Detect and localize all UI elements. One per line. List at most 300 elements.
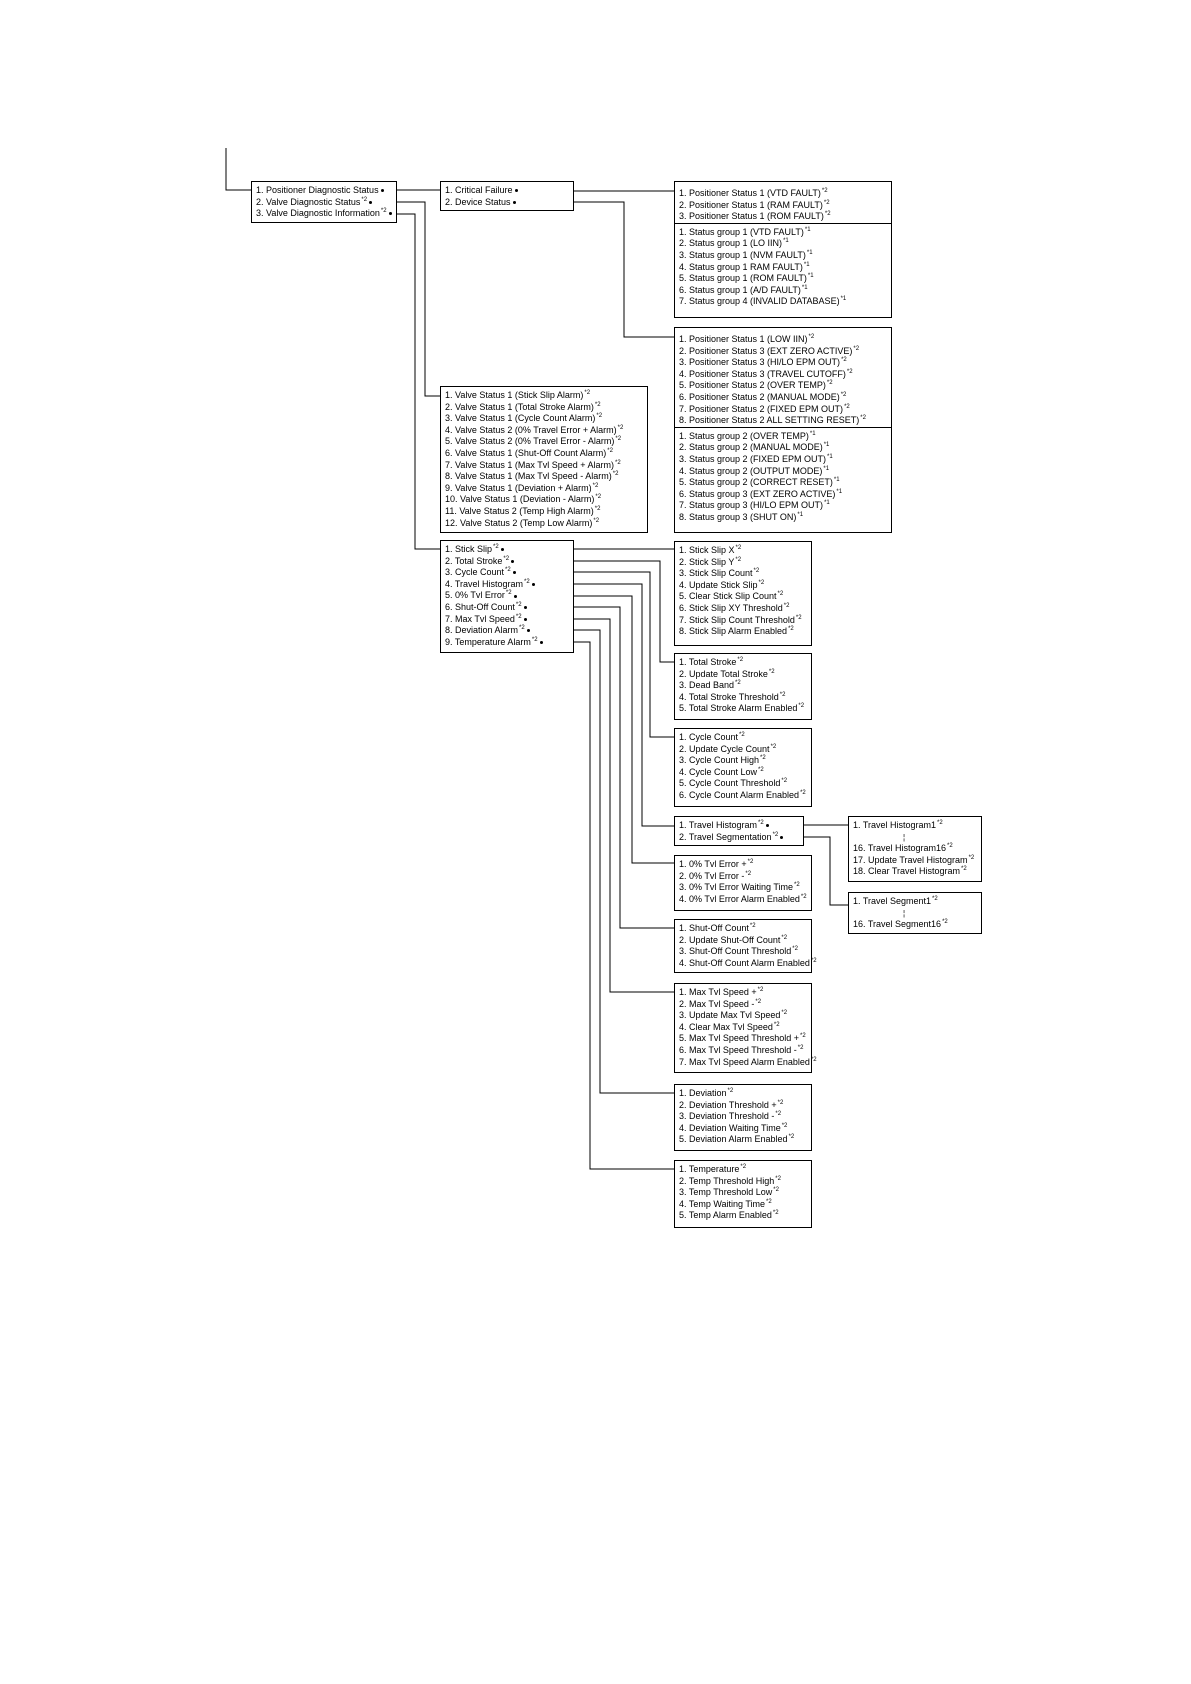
tvl-error-box (674, 855, 812, 911)
menu-item-label: 1. Status group 1 (VTD FAULT) (679, 226, 804, 237)
root-menu-box (251, 181, 397, 223)
menu-item-label: 6. Max Tvl Speed Threshold - (679, 1044, 797, 1055)
menu-item-valve-status-2-0-travel-error-alarm (445, 436, 643, 448)
menu-item-label: 1. Total Stroke (679, 657, 737, 667)
menu-item-deviation-threshold (679, 1111, 807, 1123)
menu-item-positioner-status-2-all-setting-reset (679, 415, 887, 427)
menu-item-label: 8. Valve Status 1 (Max Tvl Speed - Alarm) (445, 471, 612, 482)
footnote-mark: *2 (846, 368, 853, 375)
menu-item-total-stroke (679, 657, 807, 669)
menu-item-label: 5. Positioner Status 2 (OVER TEMP) (679, 380, 826, 391)
footnote-mark: *2 (775, 1175, 781, 1182)
menu-item-label: 3. 0% Tvl Error Waiting Time (679, 882, 794, 893)
menu-item-status-group-2-correct-reset (679, 477, 887, 489)
menu-item-label: 1. Status group 2 (OVER TEMP) (679, 430, 809, 441)
footnote-mark: *2 (758, 820, 764, 826)
menu-item-max-tvl-speed (679, 999, 807, 1011)
ellipsis-gap (853, 832, 977, 844)
footnote-mark: *1 (797, 511, 804, 518)
connector-dot-icon (515, 189, 518, 192)
connector-dot-icon (766, 824, 769, 827)
menu-item-valve-status-1-cycle-count-alarm (445, 413, 643, 425)
menu-item-travel-histogram (445, 579, 569, 591)
menu-item-max-tvl-speed-threshold (679, 1045, 807, 1057)
menu-item-positioner-status-1-vtd-fault (679, 188, 887, 200)
menu-item-status-group-2-output-mode (679, 466, 887, 478)
menu-item-max-tvl-speed-alarm-enabled (679, 1056, 817, 1069)
footnote-mark: *2 (810, 1056, 817, 1063)
footnote-mark: *1 (806, 249, 813, 256)
menu-item-update-max-tvl-speed (679, 1010, 807, 1022)
menu-item-label: 2. Max Tvl Speed - (679, 998, 755, 1009)
footnote-mark: *2 (800, 893, 807, 900)
menu-item-stick-slip-count (679, 568, 807, 580)
menu-item-label: 4. Clear Max Tvl Speed (679, 1021, 773, 1032)
menu-item-travel-histogram1 (853, 820, 977, 832)
total-stroke-box (674, 653, 812, 720)
menu-item-0-tvl-error (679, 859, 807, 871)
footnote-mark: *2 (768, 668, 775, 675)
temperature-box (674, 1160, 812, 1228)
menu-item-travel-histogram (679, 820, 799, 832)
menu-item-label: 6. Positioner Status 2 (MANUAL MODE) (679, 391, 840, 402)
menu-item-label: 5. Cycle Count Threshold (679, 778, 781, 789)
menu-item-label: 1. Critical Failure (445, 185, 513, 195)
stick-slip-box (674, 541, 812, 646)
footnote-mark: *1 (807, 273, 814, 280)
deviation-box (674, 1084, 812, 1151)
footnote-mark: *2 (758, 579, 765, 586)
menu-item-clear-travel-histogram (853, 866, 977, 878)
menu-item-label: 2. 0% Tvl Error - (679, 870, 745, 881)
menu-item-label: 6. Status group 3 (EXT ZERO ACTIVE) (679, 488, 836, 499)
footnote-mark: *2 (808, 334, 815, 340)
menu-item-label: 12. Valve Status 2 (Temp Low Alarm) (445, 517, 593, 528)
menu-item-label: 4. Valve Status 2 (0% Travel Error + Alarm) (445, 424, 617, 435)
footnote-mark: *2 (797, 1044, 804, 1051)
connector-dot-icon (501, 548, 504, 551)
menu-item-label: 3. Shut-Off Count Threshold (679, 946, 792, 957)
menu-item-label: 1. Travel Histogram1 (853, 820, 937, 830)
menu-item-label: 1. Positioner Status 1 (LOW IIN) (679, 334, 808, 344)
menu-item-label: 2. Deviation Threshold + (679, 1099, 777, 1110)
footnote-mark: *2 (617, 424, 624, 431)
menu-item-label: 3. Status group 2 (FIXED EPM OUT) (679, 453, 827, 464)
footnote-mark: *2 (615, 459, 621, 466)
menu-item-status-group-1-rom-fault (679, 273, 887, 285)
footnote-mark: *1 (840, 296, 847, 303)
menu-item-label: 1. Temperature (679, 1164, 740, 1174)
menu-item-label: 2. Device Status (445, 196, 511, 207)
footnote-mark: *2 (757, 987, 764, 993)
menu-item-label: 2. Update Shut-Off Count (679, 934, 781, 945)
menu-item-label: 2. Temp Threshold High (679, 1175, 775, 1186)
footnote-mark: *2 (773, 1187, 779, 1194)
menu-item-positioner-status-1-ram-fault (679, 200, 887, 212)
footnote-mark: *2 (592, 482, 599, 489)
menu-item-label: 3. Temp Threshold Low (679, 1187, 773, 1198)
footnote-mark: *2 (772, 1210, 779, 1217)
menu-item-temp-threshold-high (679, 1176, 807, 1188)
menu-item-device-status (445, 197, 569, 209)
menu-item-status-group-2-manual-mode (679, 442, 887, 454)
footnote-mark: *2 (503, 555, 510, 562)
footnote-mark: *2 (361, 196, 368, 203)
footnote-mark: *1 (833, 477, 840, 484)
menu-item-cycle-count-low (679, 767, 807, 779)
footnote-mark: *2 (795, 614, 802, 621)
menu-item-shut-off-count-threshold (679, 946, 807, 958)
menu-item-shut-off-count (679, 923, 807, 935)
footnote-mark: *2 (800, 789, 806, 796)
travel-histogram-box (848, 816, 982, 882)
menu-item-positioner-diagnostic-status (256, 185, 392, 197)
menu-item-valve-status-1-max-tvl-speed-alarm (445, 460, 643, 472)
menu-item-label: 5. Max Tvl Speed Threshold + (679, 1033, 799, 1044)
connector-dot-icon (513, 201, 516, 204)
travel-histogram-menu-box (674, 816, 804, 846)
diagnostic-information-box (440, 540, 574, 653)
menu-item-temp-threshold-low (679, 1187, 807, 1199)
menu-item-label: 3. Update Max Tvl Speed (679, 1010, 781, 1021)
connector-dot-icon (514, 595, 517, 598)
valve-status-box (440, 386, 648, 533)
menu-item-valve-status-2-0-travel-error-alarm (445, 425, 643, 437)
connector-temperature (560, 642, 674, 1169)
menu-item-status-group-2-fixed-epm-out (679, 454, 887, 466)
footnote-mark: *1 (803, 261, 810, 268)
menu-item-0-tvl-error (679, 871, 807, 883)
connector-dot-icon (540, 641, 543, 644)
menu-item-positioner-status-3-ext-zero-active (679, 346, 887, 358)
footnote-mark: *2 (515, 613, 522, 620)
menu-item-status-group-1-lo-iin (679, 238, 887, 250)
menu-item-label: 4. Update Stick Slip (679, 579, 758, 590)
menu-item-label: 7. Positioner Status 2 (FIXED EPM OUT) (679, 403, 844, 414)
menu-item-label: 5. Deviation Alarm Enabled (679, 1134, 788, 1145)
footnote-mark: *2 (735, 545, 742, 551)
menu-item-temp-alarm-enabled (679, 1210, 807, 1222)
menu-item-valve-status-2-temp-high-alarm (445, 506, 643, 518)
footnote-mark: *2 (505, 590, 512, 597)
footnote-mark: *2 (524, 578, 530, 585)
menu-item-stick-slip-xy-threshold (679, 603, 807, 615)
footnote-mark: *2 (841, 357, 847, 364)
menu-item-label: 4. Status group 1 RAM FAULT) (679, 261, 803, 272)
menu-item-clear-max-tvl-speed (679, 1022, 807, 1034)
diagnostic-status-menu-box (440, 181, 574, 211)
menu-item-label: 9. Valve Status 1 (Deviation + Alarm) (445, 482, 592, 493)
footnote-mark: *2 (947, 843, 953, 850)
connector-dot-icon (524, 618, 527, 621)
menu-item-valve-status-1-deviation-alarm (445, 494, 643, 506)
footnote-mark: *2 (826, 380, 833, 387)
footnote-mark: *2 (753, 568, 760, 575)
footnote-mark: *2 (844, 403, 850, 410)
menu-item-shut-off-count (445, 602, 569, 614)
menu-item-label: 1. Positioner Status 1 (VTD FAULT) (679, 188, 821, 198)
footnote-mark: *2 (584, 390, 591, 396)
footnote-mark: *2 (766, 1198, 772, 1205)
menu-item-label: 6. Status group 1 (A/D FAULT) (679, 284, 801, 295)
footnote-mark: *2 (781, 934, 788, 941)
box-section (675, 427, 891, 524)
menu-item-temperature-alarm (445, 637, 569, 649)
menu-item-label: 2. Update Total Stroke (679, 668, 768, 679)
connector-max-tvl-speed (538, 619, 674, 992)
menu-item-label: 2. Travel Segmentation (679, 831, 772, 842)
menu-item-label: 6. Stick Slip XY Threshold (679, 602, 783, 613)
menu-item-label: 5. Temp Alarm Enabled (679, 1210, 772, 1221)
menu-item-label: 4. 0% Tvl Error Alarm Enabled (679, 893, 800, 904)
menu-item-label: 1. Stick Slip (445, 544, 493, 554)
footnote-mark: *2 (493, 544, 499, 550)
menu-item-label: 11. Valve Status 2 (Temp High Alarm) (445, 505, 594, 516)
footnote-mark: *1 (823, 465, 830, 472)
menu-item-label: 2. Positioner Status 1 (RAM FAULT) (679, 199, 823, 210)
menu-item-label: 4. Travel Histogram (445, 578, 524, 589)
device-status-box (674, 327, 892, 533)
menu-item-label: 3. Cycle Count High (679, 755, 760, 766)
menu-item-valve-diagnostic-information (256, 208, 392, 220)
menu-item-travel-segment16 (853, 919, 977, 931)
connector-dot-icon (780, 836, 783, 839)
connector-dot-icon (532, 583, 535, 586)
footnote-mark: *2 (737, 657, 744, 663)
menu-item-label: 3. Cycle Count (445, 567, 505, 578)
footnote-mark: *2 (612, 471, 619, 478)
menu-item-temp-waiting-time (679, 1199, 807, 1211)
footnote-mark: *2 (824, 211, 831, 218)
menu-item-label: 10. Valve Status 1 (Deviation - Alarm) (445, 494, 595, 505)
footnote-mark: *2 (779, 691, 786, 698)
footnote-mark: *2 (770, 743, 777, 750)
footnote-mark: *2 (735, 556, 742, 563)
menu-item-label: 5. Clear Stick Slip Count (679, 591, 777, 602)
menu-item-label: 1. Deviation (679, 1088, 727, 1098)
menu-item-label: 4. Total Stroke Threshold (679, 691, 779, 702)
menu-item-dead-band (679, 680, 807, 692)
ellipsis-gap (853, 908, 977, 920)
footnote-mark: *2 (735, 680, 741, 687)
connector-shutoff-count (538, 607, 674, 928)
menu-item-status-group-1-a-d-fault (679, 285, 887, 297)
menu-item-status-group-3-ext-zero-active (679, 489, 887, 501)
menu-item-stick-slip-alarm-enabled (679, 626, 807, 638)
connector-incoming (226, 148, 251, 190)
menu-item-update-shut-off-count (679, 935, 807, 947)
menu-item-label: 7. Status group 3 (HI/LO EPM OUT) (679, 500, 824, 511)
menu-item-deviation-waiting-time (679, 1123, 807, 1135)
menu-item-positioner-status-2-fixed-epm-out (679, 404, 887, 416)
menu-item-label: 1. Stick Slip X (679, 545, 735, 555)
footnote-mark: *2 (937, 820, 943, 826)
menu-item-label: 2. Valve Diagnostic Status (256, 196, 361, 207)
footnote-mark: *2 (792, 946, 798, 953)
menu-item-label: 7. Valve Status 1 (Max Tvl Speed + Alarm) (445, 459, 614, 470)
footnote-mark: *1 (783, 238, 789, 245)
menu-item-label: 7. Max Tvl Speed (445, 613, 515, 624)
footnote-mark: *2 (799, 1033, 806, 1040)
footnote-mark: *2 (607, 447, 613, 454)
footnote-mark: *2 (593, 517, 600, 524)
menu-item-positioner-status-3-travel-cutoff (679, 369, 887, 381)
menu-item-label: 8. Status group 3 (SHUT ON) (679, 511, 797, 522)
menu-item-travel-segmentation (679, 832, 799, 844)
footnote-mark: *2 (968, 854, 975, 861)
footnote-mark: *2 (745, 870, 752, 877)
connector-dot-icon (527, 629, 530, 632)
menu-item-label: 3. Positioner Status 3 (HI/LO EPM OUT) (679, 357, 841, 368)
menu-item-status-group-1-vtd-fault (679, 227, 887, 239)
connector-dot-icon (369, 201, 372, 204)
menu-item-valve-diagnostic-status (256, 197, 392, 209)
menu-item-label: 1. Cycle Count (679, 732, 739, 742)
menu-item-label: 17. Update Travel Histogram (853, 854, 968, 865)
footnote-mark: *1 (827, 453, 833, 460)
footnote-mark: *2 (777, 591, 784, 598)
menu-item-valve-status-2-temp-low-alarm (445, 518, 643, 530)
cycle-count-box (674, 728, 812, 807)
menu-item-label: 2. Positioner Status 3 (EXT ZERO ACTIVE) (679, 345, 853, 356)
menu-item-label: 4. Cycle Count Low (679, 766, 758, 777)
footnote-mark: *2 (773, 1021, 780, 1028)
menu-item-update-cycle-count (679, 744, 807, 756)
max-tvl-speed-box (674, 983, 817, 1073)
menu-item-label: 5. Status group 2 (CORRECT RESET) (679, 477, 833, 488)
menu-item-label: 18. Clear Travel Histogram (853, 866, 961, 877)
menu-item-label: 3. Valve Diagnostic Information (256, 208, 380, 219)
menu-item-label: 3. Status group 1 (NVM FAULT) (679, 249, 806, 260)
menu-item-travel-histogram16 (853, 843, 977, 855)
footnote-mark: *2 (840, 391, 847, 398)
menu-item-update-stick-slip (679, 580, 807, 592)
connector-dot-icon (389, 212, 392, 215)
menu-item-update-total-stroke (679, 669, 807, 681)
footnote-mark: *2 (380, 208, 387, 215)
connector-dot-icon (513, 571, 516, 574)
footnote-mark: *2 (755, 998, 762, 1005)
menu-item-max-tvl-speed (445, 614, 569, 626)
menu-item-0-tvl-error-waiting-time (679, 882, 807, 894)
footnote-mark: *2 (853, 345, 860, 352)
footnote-mark: *2 (739, 732, 745, 738)
connector-dot-icon (381, 189, 384, 192)
footnote-mark: *2 (596, 413, 603, 420)
menu-item-status-group-1-nvm-fault (679, 250, 887, 262)
menu-item-total-stroke-threshold (679, 692, 807, 704)
footnote-mark: *2 (519, 625, 525, 632)
menu-item-label: 3. Deviation Threshold - (679, 1111, 775, 1122)
menu-item-label: 5. 0% Tvl Error (445, 590, 505, 601)
menu-item-valve-status-1-total-stroke-alarm (445, 402, 643, 414)
box-section (675, 223, 891, 308)
menu-item-stick-slip-count-threshold (679, 615, 807, 627)
menu-item-label: 7. Status group 4 (INVALID DATABASE) (679, 296, 840, 307)
menu-item-shut-off-count-alarm-enabled (679, 957, 817, 970)
menu-item-valve-status-1-shut-off-count-alarm (445, 448, 643, 460)
menu-item-label: 3. Valve Status 1 (Cycle Count Alarm) (445, 413, 596, 424)
box-section (679, 331, 887, 427)
menu-item-label: 6. Valve Status 1 (Shut-Off Count Alarm) (445, 447, 607, 458)
menu-item-valve-status-1-stick-slip-alarm (445, 390, 643, 402)
footnote-mark: *2 (823, 199, 830, 206)
menu-item-label: 6. Cycle Count Alarm Enabled (679, 789, 800, 800)
menu-item-label: 1. Travel Segment1 (853, 896, 932, 906)
menu-item-update-travel-histogram (853, 855, 977, 867)
footnote-mark: *2 (594, 401, 601, 408)
menu-item-label: 9. Temperature Alarm (445, 636, 531, 647)
footnote-mark: *2 (515, 601, 522, 608)
menu-item-total-stroke-alarm-enabled (679, 703, 807, 715)
menu-item-positioner-status-2-over-temp (679, 380, 887, 392)
menu-item-label: 2. Valve Status 1 (Total Stroke Alarm) (445, 401, 594, 412)
footnote-mark: *2 (615, 436, 622, 443)
footnote-mark: *1 (804, 226, 811, 233)
shutoff-count-box (674, 919, 817, 973)
menu-item-label: 8. Deviation Alarm (445, 625, 519, 636)
menu-item-deviation-alarm (445, 625, 569, 637)
footnote-mark: *2 (860, 415, 866, 422)
menu-item-stick-slip-y (679, 557, 807, 569)
connector-dot-icon (511, 560, 514, 563)
menu-item-critical-failure (445, 185, 569, 197)
menu-item-label: 2. Total Stroke (445, 555, 503, 566)
footnote-mark: *2 (740, 1164, 747, 1170)
footnote-mark: *2 (821, 188, 828, 194)
menu-item-stick-slip (445, 544, 569, 556)
menu-item-label: 16. Travel Histogram16 (853, 843, 947, 854)
footnote-mark: *2 (798, 703, 805, 710)
box-section (679, 185, 887, 223)
footnote-mark: *2 (595, 494, 602, 501)
menu-item-valve-status-1-deviation-alarm (445, 483, 643, 495)
menu-item-label: 4. Temp Waiting Time (679, 1198, 766, 1209)
footnote-mark: *2 (505, 567, 511, 574)
menu-item-deviation-threshold (679, 1100, 807, 1112)
footnote-mark: *2 (531, 636, 538, 643)
menu-item-cycle-count (445, 567, 569, 579)
menu-item-total-stroke (445, 556, 569, 568)
footnote-mark: *1 (836, 488, 843, 495)
footnote-mark: *2 (942, 919, 948, 926)
menu-item-label: 2. Status group 2 (MANUAL MODE) (679, 442, 823, 453)
menu-item-0-tvl-error-alarm-enabled (679, 894, 807, 906)
footnote-mark: *2 (781, 1122, 788, 1129)
footnote-mark: *1 (823, 442, 830, 449)
footnote-mark: *2 (932, 896, 938, 902)
menu-item-label: 4. Status group 2 (OUTPUT MODE) (679, 465, 823, 476)
menu-item-deviation-alarm-enabled (679, 1134, 807, 1146)
footnote-mark: *2 (783, 602, 790, 609)
footnote-mark: *2 (788, 1134, 795, 1141)
connector-diag-info (395, 214, 440, 549)
footnote-mark: *2 (758, 766, 764, 773)
menu-item-status-group-3-shut-on (679, 512, 887, 524)
footnote-mark: *2 (747, 859, 754, 865)
menu-item-clear-stick-slip-count (679, 591, 807, 603)
connector-deviation (542, 630, 674, 1093)
menu-item-label: 3. Stick Slip Count (679, 568, 753, 579)
footnote-mark: *1 (809, 430, 816, 437)
menu-item-status-group-1-ram-fault (679, 262, 887, 274)
menu-item-travel-segment1 (853, 896, 977, 908)
travel-segment-box (848, 892, 982, 934)
menu-item-label: 5. Valve Status 2 (0% Travel Error - Alarm) (445, 436, 615, 447)
menu-item-label: 16. Travel Segment16 (853, 919, 942, 930)
menu-item-cycle-count-alarm-enabled (679, 790, 807, 802)
critical-failure-box (674, 181, 892, 318)
